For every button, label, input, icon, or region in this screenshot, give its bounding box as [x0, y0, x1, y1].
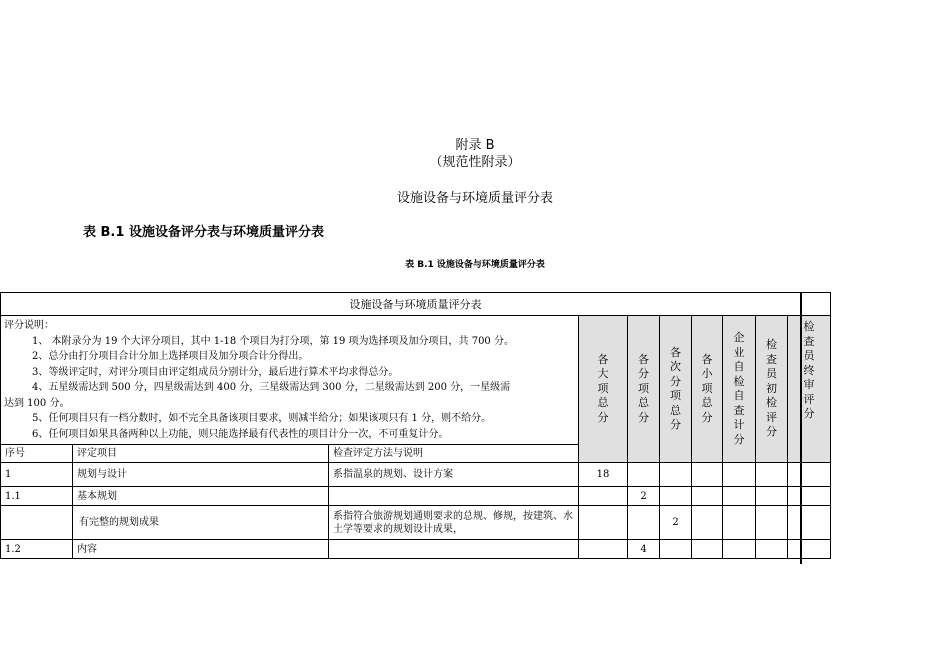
section-title: 表 B.1 设施设备评分表与环境质量评分表: [83, 225, 324, 240]
row-item: 内容: [73, 540, 329, 559]
appendix-note: （规范性附录）: [429, 155, 521, 170]
row-big-total: 18: [579, 463, 628, 487]
row-secondary-total: [660, 487, 692, 506]
col-header-sub-total: 各分项总分: [628, 316, 660, 463]
col-header-self-check: 企业自检自查计分: [723, 316, 756, 463]
row-final-review: [788, 463, 831, 487]
col-header-initial-check: 检查员初检评分: [756, 316, 788, 463]
row-initial-check: [756, 463, 788, 487]
table-row: [1, 540, 831, 559]
notes-heading: 评分说明：: [4, 320, 54, 331]
col-header-secondary-total: 各次分项总分: [660, 316, 692, 463]
row-small-total: [692, 540, 723, 559]
row-initial-check: [756, 487, 788, 506]
row-secondary-total: 2: [660, 506, 692, 540]
row-seq: [1, 506, 73, 540]
row-method: 系指温泉的规划、设计方案: [329, 463, 579, 487]
row-sub-total: 4: [628, 540, 660, 559]
col-header-final-review: 检查员 终审评分: [788, 316, 831, 463]
col-header-method: 检查评定方法与说明: [329, 445, 579, 463]
table-header: 设施设备与环境质量评分表: [1, 293, 831, 316]
score-table-container: [0, 292, 815, 564]
row-self-check: [723, 540, 756, 559]
table-right-border: [800, 292, 802, 564]
row-seq: 1: [1, 463, 73, 487]
row-big-total: [579, 540, 628, 559]
row-small-total: [692, 487, 723, 506]
scoring-notes: [1, 316, 579, 445]
row-seq: 1.2: [1, 540, 73, 559]
note-item-continued: 达到 100 分。: [4, 397, 70, 409]
score-table: [0, 292, 831, 559]
row-self-check: [723, 506, 756, 540]
col-header-item: 评定项目: [73, 445, 329, 463]
row-big-total: [579, 487, 628, 506]
row-small-total: [692, 463, 723, 487]
row-method: [329, 540, 579, 559]
row-item: 基本规划: [73, 487, 329, 506]
row-seq: 1.1: [1, 487, 73, 506]
main-title: 设施设备与环境质量评分表: [396, 191, 553, 206]
row-small-total: [692, 506, 723, 540]
row-sub-total: [628, 463, 660, 487]
table-row: [1, 506, 831, 540]
note-item: 4、五星级需达到 500 分，四星级需达到 400 分，三星级需达到 300 分，二星级需达到 200 分，一星级需: [32, 382, 511, 393]
row-method: 系指符合旅游规划通则要求的总规、修规，按建筑、水土学等要求的规划设计成果，: [329, 506, 579, 540]
col-header-big-total: 各大项总分: [579, 316, 628, 463]
row-secondary-total: [660, 463, 692, 487]
row-sub-total: 2: [628, 487, 660, 506]
table-caption: 表 B.1 设施设备与环境质量评分表: [405, 260, 545, 270]
note-item: 3、等级评定时，对评分项目由评定组成员分别计分，最后进行算术平均求得总分。: [32, 366, 399, 378]
note-item: 2、总分由打分项目合计分加上选择项目及加分项合计分得出。: [32, 351, 309, 362]
col-header-small-total: 各小项总分: [692, 316, 723, 463]
note-item: 6、任何项目如果具备两种以上功能，则只能选择最有代表性的项目计分一次，不可重复计分。: [32, 428, 449, 440]
row-final-review: [788, 540, 831, 559]
note-item: 5、任何项目只有一档分数时，如不完全具备该项目要求，则减半给分；如果该项只有 1 分，则不给分。: [32, 413, 492, 424]
row-self-check: [723, 463, 756, 487]
note-item: 1、 本附录分为 19 个大评分项目，其中 1-18 个项目为打分项，第 19 项为选择项及加分项目，共 700 分。: [32, 335, 514, 347]
row-initial-check: [756, 540, 788, 559]
row-final-review: [788, 487, 831, 506]
table-row: [1, 487, 831, 506]
row-item: 有完整的规划成果: [73, 506, 329, 540]
row-item: 规划与设计: [73, 463, 329, 487]
table-row: [1, 463, 831, 487]
row-sub-total: [628, 506, 660, 540]
row-self-check: [723, 487, 756, 506]
row-final-review: [788, 506, 831, 540]
row-initial-check: [756, 506, 788, 540]
row-big-total: [579, 506, 628, 540]
row-method: [329, 487, 579, 506]
row-secondary-total: [660, 540, 692, 559]
col-header-seq: 序号: [1, 445, 73, 463]
appendix-label: 附录 B: [455, 138, 495, 153]
